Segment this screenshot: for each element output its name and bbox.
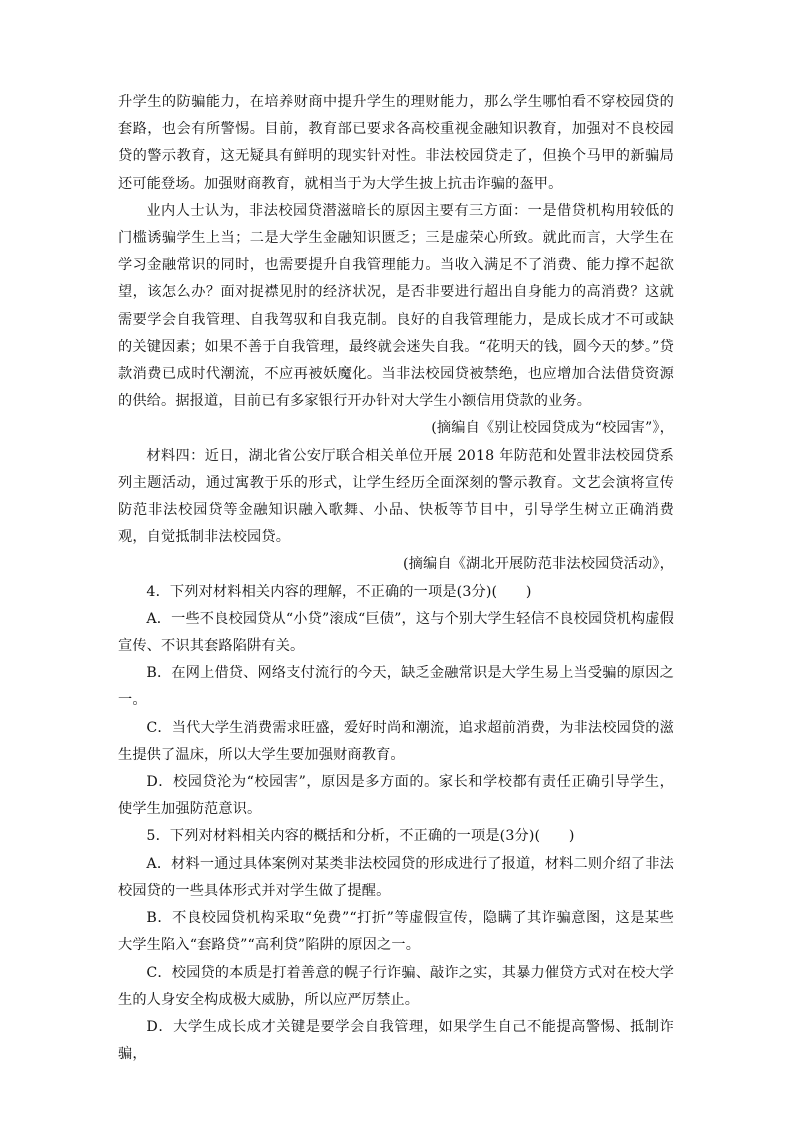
question-5-option-a: A．材料一通过具体案例对某类非法校园贷的形成进行了报道，材料二则介绍了非法校园贷的一些具体形式并对学生做了提醒。 — [118, 855, 674, 899]
question-5-option-b: B．不良校园贷机构采取“免费”“打折”等虚假宣传，隐瞒了其诈骗意图，这是某些大学生陷入“套路贷”“高利贷”陷阱的原因之一。 — [118, 910, 674, 954]
source-citation-1: (摘编自《别让校园贷成为“校园害”》， — [431, 420, 674, 437]
question-4-option-c: C．当代大学生消费需求旺盛，爱好时尚和潮流，追求超前消费，为非法校园贷的滋生提供了温床，所以大学生要加强财商教育。 — [118, 719, 674, 763]
question-4-stem: 4．下列对材料相关内容的理解，不正确的一项是(3分)( ) — [146, 583, 532, 600]
question-5-option-c: C．校园贷的本质是打着善意的幌子行诈骗、敲诈之实，其暴力催贷方式对在校大学生的人身安全构成极大威胁，所以应严厉禁止。 — [118, 964, 674, 1008]
question-4-option-a: A．一些不良校园贷从“小贷”滚成“巨债”，这与个别大学生轻信不良校园贷机构虚假宣传、不识其套路陷阱有关。 — [118, 610, 674, 655]
paragraph-continuation: 升学生的防骗能力，在培养财商中提升学生的理财能力，那么学生哪怕看不穿校园贷的套路，也会有所警惕。目前，教育部已要求各高校重视金融知识教育，加强对不良校园贷的警示教育，这无疑具有鲜明的现实针对性。非法校园贷走了，但换个马甲的新骗局还可能登场。加强财商教育，就相当于为大学生披上抗击诈骗的盔甲。 — [118, 94, 674, 192]
paragraph-causes: 业内人士认为，非法校园贷潜滋暗长的原因主要有三方面：一是借贷机构用较低的门槛诱骗学生上当；二是大学生金融知识匮乏；三是虚荣心所致。就此而言，大学生在学习金融常识的同时，也需要提升自我管理能力。当收入满足不了消费、能力撑不起欲望，该怎么办？面对捉襟见肘的经济状况，是否非要进行超出自身能力的高消费？这就需要学会自我管理、自我驾驭和自我克制。良好的自我管理能力，是成长成才不可或缺的关键因素；如果不善于自我管理，最终就会迷失自我。“花明天的钱，圆今天的梦。”贷款消费已成时代潮流，不应再被妖魔化。当非法校园贷被禁绝，也应增加合法借贷资源的供给。据报道，目前已有多家银行开办针对大学生小额信用贷款的业务。 — [118, 202, 674, 410]
paragraph-material-four: 材料四：近日，湖北省公安厅联合相关单位开展 2018 年防范和处置非法校园贷系列主题活动，通过寓教于乐的形式，让学生经历全面深刻的警示教育。文艺会演将宣传防范非法校园贷等金融知识融入歌舞、小品、快板等节目中，引导学生树立正确消费观，自觉抵制非法校园贷。 — [118, 447, 674, 546]
question-5-option-d: D．大学生成长成才关键是要学会自我管理，如果学生自己不能提高警惕、抵制诈骗， — [118, 1018, 674, 1063]
source-citation-2: (摘编自《湖北开展防范非法校园贷活动》， — [403, 556, 674, 573]
question-4-option-b: B．在网上借贷、网络支付流行的今天，缺乏金融常识是大学生易上当受骗的原因之一。 — [118, 665, 674, 709]
question-5-stem: 5．下列对材料相关内容的概括和分析，不正确的一项是(3分)( ) — [146, 828, 575, 845]
question-4-option-d: D．校园贷沦为“校园害”，原因是多方面的。家长和学校都有责任正确引导学生，使学生加强防范意识。 — [118, 774, 674, 818]
